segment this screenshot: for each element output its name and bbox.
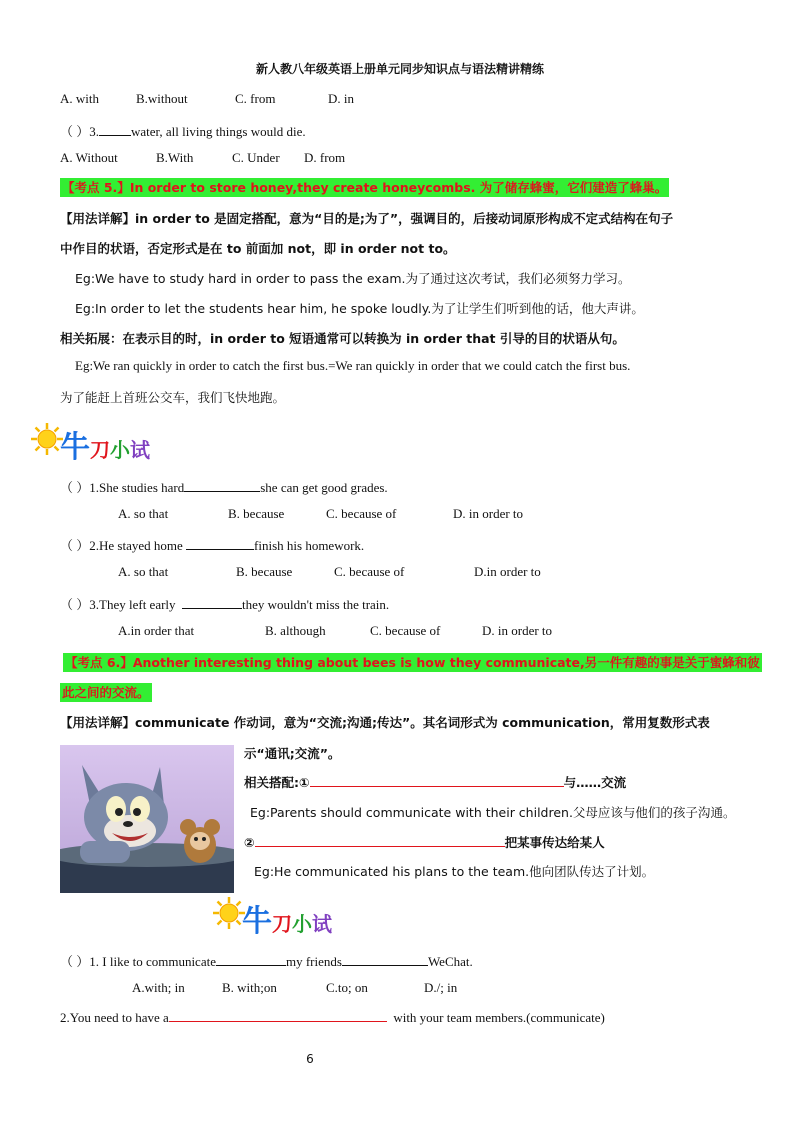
answer-blank[interactable]	[99, 135, 131, 136]
key-point-text: Another interesting thing about bees is how they communicate,另一件有趣的事是关于蜜蜂和彼	[132, 655, 760, 670]
answer-blank[interactable]	[310, 786, 564, 787]
example-sentence: Eg:We ran quickly in order to catch the first bus.=We ran quickly in order that we could catch the first bus.	[75, 358, 631, 373]
example-translation: 为了能赶上首班公交车，我们飞快地跑。	[60, 390, 286, 405]
key-point-label: 【考点 5.】	[62, 180, 130, 195]
option-b: B.With	[156, 150, 194, 165]
answer-blank[interactable]	[182, 608, 242, 609]
usage-line: 中作目的状语，否定形式是在 to 前面加 not，即 in order not to。	[60, 241, 456, 256]
banner-char: 试	[312, 912, 332, 936]
key-point-6-cont: 此之间的交流。	[62, 685, 150, 700]
usage-line: 【用法详解】communicate 作动词，意为“交流;沟通;传达”。其名词形式为 communication，常用复数形式表	[60, 715, 710, 730]
sun-icon	[212, 896, 246, 930]
exercise-question: （ ）3.They left early they wouldn't miss the train.	[60, 597, 390, 612]
example-sentence: Eg:In order to let the students hear him, he spoke loudly.为了让学生们听到他的话，他大声讲。	[75, 301, 644, 316]
answer-blank[interactable]	[216, 965, 286, 966]
answer-blank[interactable]	[169, 1021, 387, 1022]
exercise-question: （ ）1. I like to communicate my friends WeChat.	[60, 954, 473, 969]
answer-blank[interactable]	[184, 491, 260, 492]
usage-tag: 【用法详解】	[60, 715, 136, 730]
page-number: 6	[306, 1052, 314, 1066]
option-d: D. in	[328, 91, 354, 106]
key-point-text: In order to store honey,they create honeycombs. 为了储存蜂蜜，它们建造了蜂巢。	[129, 180, 668, 195]
example-sentence: Eg:He communicated his plans to the team.他向团队传达了计划。	[254, 864, 655, 879]
exercise-question: （ ）1.She studies hard she can get good grades.	[60, 480, 388, 495]
related-extension: 相关拓展：在表示目的时，in order to 短语通常可以转换为 in order that 引导的目的状语从句。	[60, 331, 625, 346]
option-b: B.without	[136, 91, 188, 106]
banner-char: 牛	[60, 430, 90, 465]
options-row: A. so that B. because C. because of D.in order to	[118, 564, 541, 579]
usage-line: 示“通讯;交流”。	[244, 746, 341, 761]
practice-banner	[212, 894, 372, 938]
key-point-5	[60, 178, 669, 196]
option-c: C. Under	[232, 150, 280, 165]
banner-char: 牛	[242, 904, 272, 939]
page-header: 新人教八年级英语上册单元同步知识点与语法精讲精练	[255, 62, 544, 76]
banner-char: 小	[110, 438, 130, 462]
option-d: D. from	[304, 150, 346, 165]
question-3	[60, 121, 306, 140]
key-point-6	[63, 653, 762, 671]
banner-char: 刀	[90, 438, 110, 462]
key-point-label: 【考点 6.】	[65, 655, 133, 670]
option-c: C. from	[235, 91, 276, 106]
cartoon-image	[60, 745, 234, 893]
usage-tag: 【用法详解】	[60, 211, 136, 226]
options-row: A.in order that B. although C. because of D. in order to	[118, 623, 553, 638]
answer-blank[interactable]	[255, 846, 505, 847]
question-paren: （ ）3.	[60, 124, 100, 139]
usage-line: 【用法详解】in order to 是固定搭配，意为“目的是;为了”，强调目的，后接动词原形构成不定式结构在句子	[60, 211, 674, 226]
collocation-2: ② 把某事传达给某人	[244, 835, 605, 850]
banner-char: 刀	[272, 912, 292, 936]
example-sentence: Eg:Parents should communicate with their children.父母应该与他们的孩子沟通。	[250, 805, 736, 820]
options-row	[60, 91, 354, 107]
collocation-1: 相关搭配:① 与……交流	[244, 775, 627, 790]
answer-blank[interactable]	[186, 549, 254, 550]
practice-banner	[30, 420, 190, 464]
options-row	[60, 150, 345, 166]
example-sentence: Eg:We have to study hard in order to pass the exam.为了通过这次考试，我们必须努力学习。	[75, 271, 631, 286]
options-row: A. so that B. because C. because of D. in order to	[118, 506, 524, 521]
answer-blank[interactable]	[342, 965, 428, 966]
banner-char: 试	[130, 438, 150, 462]
banner-char: 小	[292, 912, 312, 936]
sun-icon	[30, 422, 64, 456]
exercise-question: 2.You need to have a with your team members.(communicate)	[60, 1010, 605, 1025]
options-row: A.with; in B. with;on C.to; on D./; in	[132, 980, 458, 995]
option-a: A. Without	[60, 150, 118, 165]
option-a: A. with	[60, 91, 99, 106]
exercise-question: （ ）2.He stayed home finish his homework.	[60, 538, 365, 553]
question-text: water, all living things would die.	[131, 124, 306, 139]
